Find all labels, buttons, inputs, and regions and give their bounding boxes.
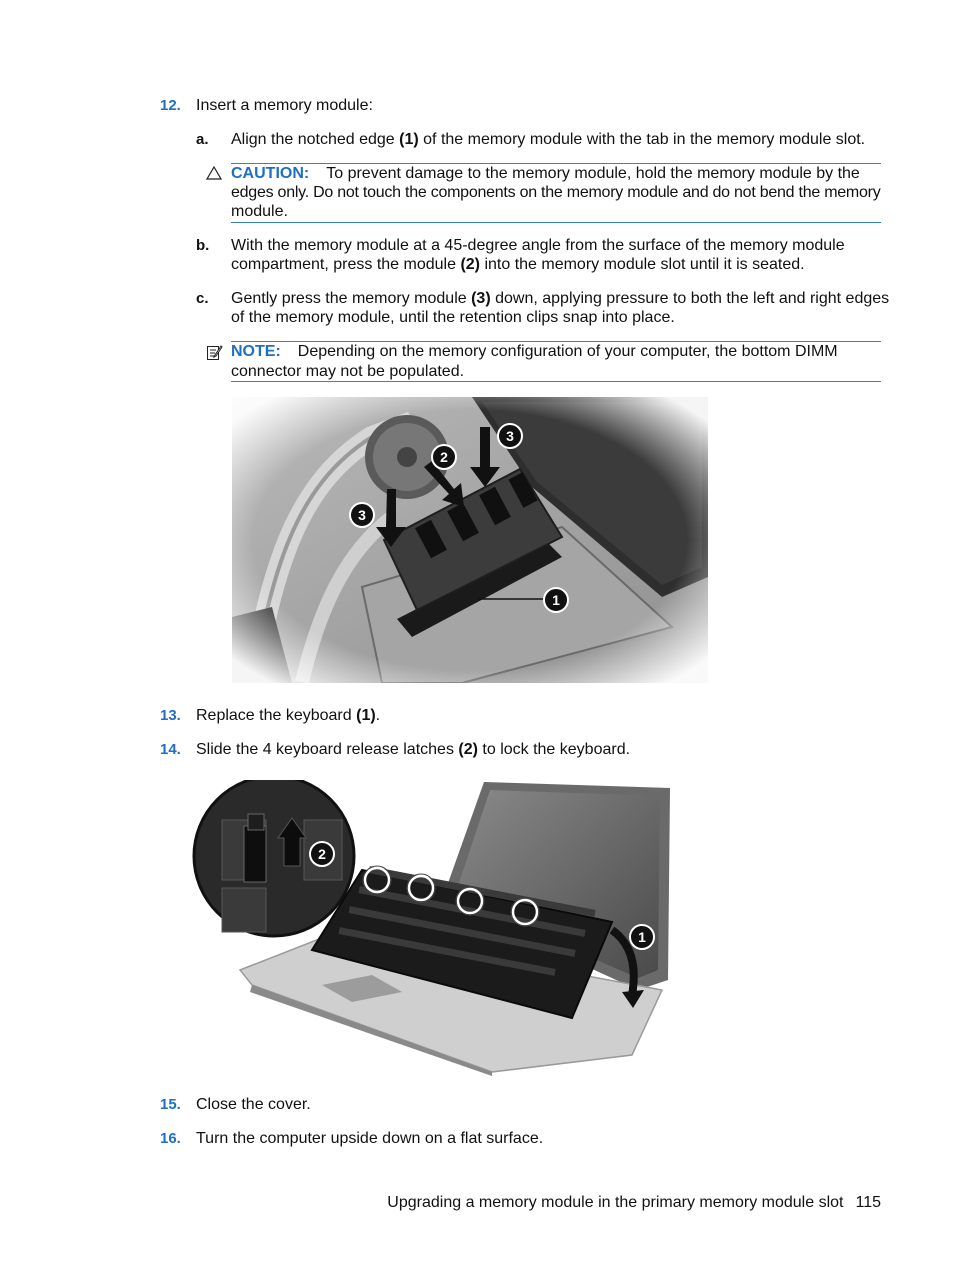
note-line-2: connector may not be populated.	[231, 363, 465, 380]
substep-b-line-2: compartment, press the module (2) into the memory module slot until it is seated.	[231, 256, 805, 273]
substep-a-text: Align the notched edge (1) of the memory module with the tab in the memory module slot.	[231, 131, 866, 148]
note-line-1: NOTE: Depending on the memory configuration of your computer, the bottom DIMM	[231, 343, 838, 360]
callout-1-keyboard: 1	[638, 929, 646, 945]
note-pencil-icon	[206, 344, 223, 361]
footer-title: Upgrading a memory module in the primary memory module slot	[387, 1194, 844, 1211]
memory-module-illustration	[232, 397, 708, 683]
caution-bottom-rule	[231, 222, 881, 223]
substep-b-line-1: With the memory module at a 45-degree angle from the surface of the memory module	[231, 237, 845, 254]
step-16-number: 16.	[160, 1130, 181, 1147]
step-12-number: 12.	[160, 97, 181, 114]
note-label: NOTE:	[231, 343, 281, 360]
step-14-number: 14.	[160, 741, 181, 758]
step-16-text: Turn the computer upside down on a flat surface.	[196, 1130, 544, 1147]
page-number: 115	[855, 1194, 881, 1211]
step-13-number: 13.	[160, 707, 181, 724]
step-14-text: Slide the 4 keyboard release latches (2) to lock the keyboard.	[196, 741, 631, 758]
substep-b-letter: b.	[196, 237, 210, 254]
step-15-number: 15.	[160, 1096, 181, 1113]
caution-triangle-icon	[206, 166, 222, 180]
keyboard-illustration	[192, 780, 674, 1076]
callout-2-latch: 2	[318, 846, 326, 862]
step-15-text: Close the cover.	[196, 1096, 311, 1113]
caution-line-3: module.	[231, 203, 288, 220]
substep-c-letter: c.	[196, 290, 209, 307]
step-13-text: Replace the keyboard (1).	[196, 707, 381, 724]
step-12-text: Insert a memory module:	[196, 97, 373, 114]
note-bottom-rule	[231, 381, 881, 382]
substep-c-line-2: of the memory module, until the retention clips snap into place.	[231, 309, 675, 326]
substep-a-letter: a.	[196, 131, 209, 148]
page-footer	[387, 1193, 881, 1213]
caution-line-1: CAUTION: To prevent damage to the memory module, hold the memory module by the	[231, 165, 860, 182]
caution-line-2: edges only. Do not touch the components on the memory module and do not bend the memory	[231, 184, 881, 201]
caution-label: CAUTION:	[231, 165, 310, 182]
substep-c-line-1: Gently press the memory module (3) down, applying pressure to both the left and right edges	[231, 290, 890, 307]
